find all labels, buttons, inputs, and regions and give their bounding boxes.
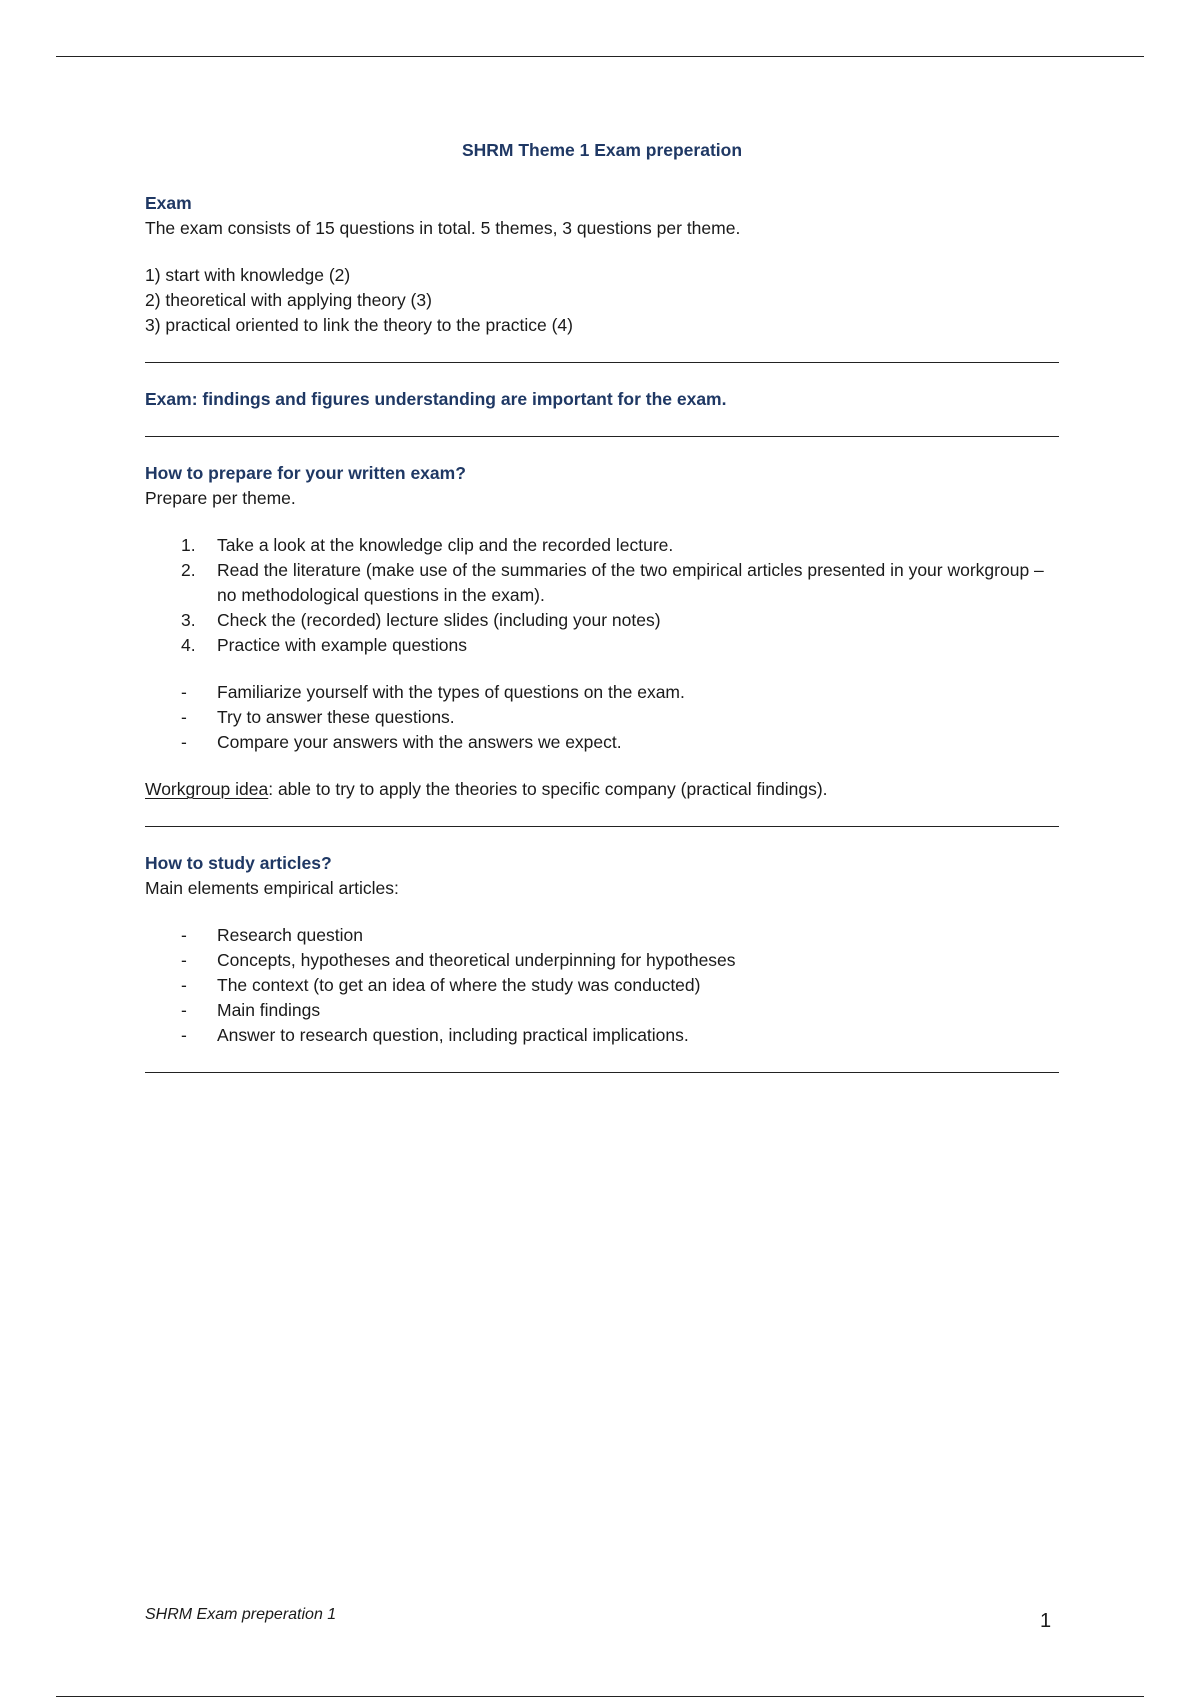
list-item: - Concepts, hypotheses and theoretical underpinning for hypotheses (181, 950, 736, 970)
list-item: - Research question (181, 925, 363, 945)
section-divider (145, 1072, 1059, 1073)
exam-level-1: 1) start with knowledge (2) (145, 265, 351, 285)
page-bottom-rule (56, 1696, 1144, 1697)
list-item: - Main findings (181, 1000, 321, 1020)
articles-heading: How to study articles? (145, 853, 332, 873)
list-item: - Compare your answers with the answers we expect. (181, 732, 622, 752)
exam-callout: Exam: findings and figures understanding are important for the exam. (145, 389, 727, 409)
articles-elements-list (145, 923, 1059, 1048)
exam-intro: The exam consists of 15 questions in total. 5 themes, 3 questions per theme. (145, 218, 741, 238)
list-item: - The context (to get an idea of where the study was conducted) (181, 975, 701, 995)
list-item: 1. Take a look at the knowledge clip and the recorded lecture. (181, 535, 674, 555)
footer-title: SHRM Exam preperation 1 (145, 1606, 337, 1623)
articles-intro: Main elements empirical articles: (145, 878, 399, 898)
prepare-heading: How to prepare for your written exam? (145, 463, 466, 483)
prepare-steps-list (145, 533, 1059, 658)
list-item: 2. Read the literature (make use of the summaries of the two empirical articles presented in your workgroup – no methodological questions in the exam). (181, 560, 1044, 605)
prepare-tips-list (145, 680, 1059, 755)
exam-level-2: 2) theoretical with applying theory (3) (145, 290, 432, 310)
workgroup-idea (145, 777, 1059, 802)
list-item: - Try to answer these questions. (181, 707, 455, 727)
prepare-intro: Prepare per theme. (145, 488, 296, 508)
list-item: 3. Check the (recorded) lecture slides (including your notes) (181, 610, 661, 630)
workgroup-idea-text: : able to try to apply the theories to specific company (practical findings). (268, 779, 828, 799)
list-item: - Answer to research question, including practical implications. (181, 1025, 689, 1045)
exam-heading: Exam (145, 193, 192, 213)
list-item: 4. Practice with example questions (181, 635, 467, 655)
exam-level-3: 3) practical oriented to link the theory to the practice (4) (145, 315, 573, 335)
document-title: SHRM Theme 1 Exam preperation (461, 140, 743, 160)
list-item: - Familiarize yourself with the types of questions on the exam. (181, 682, 685, 702)
page-top-rule (56, 56, 1144, 57)
document-body (145, 138, 1059, 1073)
page-number: 1 (1040, 1610, 1052, 1632)
workgroup-idea-label: Workgroup idea (145, 779, 269, 799)
